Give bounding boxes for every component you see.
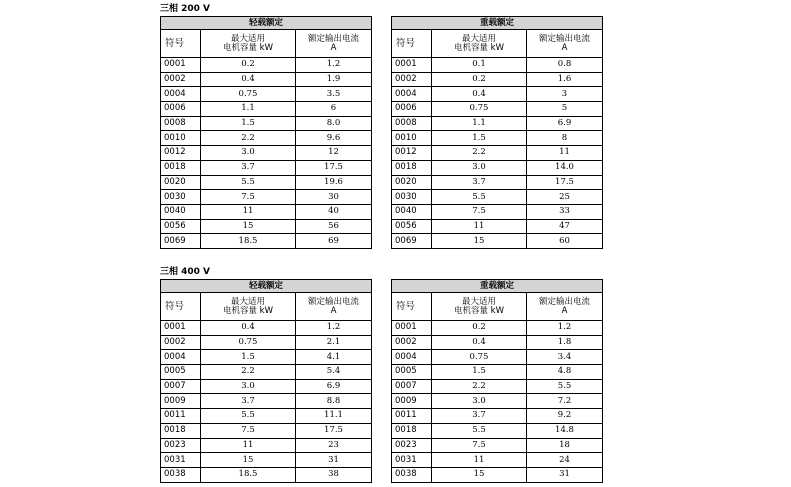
col-power-header (432, 293, 527, 321)
table-400v-light (160, 279, 372, 483)
cell-code: 0007 (392, 379, 432, 394)
cell-code: 0008 (161, 116, 201, 131)
cell-code: 0018 (161, 423, 201, 438)
cell-power: 15 (201, 219, 296, 234)
cell-power: 15 (432, 467, 527, 482)
cell-current: 69 (296, 234, 372, 249)
cell-code: 0011 (392, 409, 432, 424)
cell-power: 2.2 (201, 365, 296, 380)
cell-power: 0.75 (201, 335, 296, 350)
table-row (161, 438, 372, 453)
cell-current: 18 (527, 438, 603, 453)
table-row (392, 190, 603, 205)
cell-code: 0005 (161, 365, 201, 380)
cell-current: 2.1 (296, 335, 372, 350)
table-header: 重载额定 (392, 17, 603, 30)
cell-power: 0.4 (432, 335, 527, 350)
cell-power: 0.1 (432, 58, 527, 73)
cell-current: 5 (527, 102, 603, 117)
table-header: 轻载额定 (161, 17, 372, 30)
cell-power: 11 (201, 438, 296, 453)
table-row (161, 394, 372, 409)
table-row (161, 467, 372, 482)
col-current-line2: A (561, 305, 568, 316)
table-row (161, 335, 372, 350)
table-row (392, 234, 603, 249)
cell-power: 0.4 (201, 321, 296, 336)
col-power-header (201, 30, 296, 58)
cell-power: 3.0 (201, 146, 296, 161)
table-row (392, 131, 603, 146)
col-current-header (527, 293, 603, 321)
cell-current: 9.2 (527, 409, 603, 424)
cell-code: 0018 (392, 423, 432, 438)
cell-current: 1.2 (296, 58, 372, 73)
cell-power: 3.7 (432, 175, 527, 190)
table-row (161, 423, 372, 438)
cell-current: 8 (527, 131, 603, 146)
cell-code: 0001 (392, 58, 432, 73)
table-row (392, 102, 603, 117)
col-power-header (432, 30, 527, 58)
cell-power: 0.2 (201, 58, 296, 73)
col-power-header (201, 293, 296, 321)
cell-code: 0030 (161, 190, 201, 205)
cell-code: 0010 (161, 131, 201, 146)
table-row (161, 190, 372, 205)
cell-power: 3.0 (201, 379, 296, 394)
cell-current: 24 (527, 453, 603, 468)
cell-code: 0018 (161, 160, 201, 175)
cell-power: 0.75 (432, 350, 527, 365)
col-current-header (527, 30, 603, 58)
cell-power: 0.4 (201, 72, 296, 87)
cell-code: 0002 (161, 72, 201, 87)
cell-power: 18.5 (201, 467, 296, 482)
cell-power: 1.5 (432, 365, 527, 380)
cell-code: 0010 (392, 131, 432, 146)
table-row (161, 160, 372, 175)
cell-code: 0038 (392, 467, 432, 482)
cell-code: 0006 (392, 102, 432, 117)
table-row (392, 394, 603, 409)
cell-power: 5.5 (201, 409, 296, 424)
col-current-line2: A (330, 42, 337, 53)
cell-code: 0031 (161, 453, 201, 468)
cell-code: 0012 (161, 146, 201, 161)
cell-code: 0069 (392, 234, 432, 249)
table-row (392, 438, 603, 453)
cell-code: 0009 (161, 394, 201, 409)
col-current-line2: A (561, 42, 568, 53)
cell-power: 11 (201, 204, 296, 219)
table-200v-heavy (391, 16, 603, 249)
cell-power: 1.5 (201, 350, 296, 365)
table-row (392, 116, 603, 131)
table-row (392, 409, 603, 424)
table-row (392, 467, 603, 482)
section-title-200v: 三相 200 V (160, 4, 211, 14)
table-row (392, 219, 603, 234)
cell-power: 5.5 (201, 175, 296, 190)
cell-power: 7.5 (432, 438, 527, 453)
col-current-line1: 额定输出电流 (538, 296, 590, 307)
table-row (161, 234, 372, 249)
table-row (161, 204, 372, 219)
cell-code: 0018 (392, 160, 432, 175)
table-200v-light (160, 16, 372, 249)
col-current-header (296, 30, 372, 58)
cell-power: 3.7 (201, 394, 296, 409)
cell-current: 3.4 (527, 350, 603, 365)
cell-current: 19.6 (296, 175, 372, 190)
cell-code: 0007 (161, 379, 201, 394)
table-row (161, 453, 372, 468)
cell-current: 9.6 (296, 131, 372, 146)
cell-current: 47 (527, 219, 603, 234)
cell-current: 6.9 (527, 116, 603, 131)
cell-power: 1.1 (201, 102, 296, 117)
cell-current: 17.5 (296, 160, 372, 175)
cell-current: 4.1 (296, 350, 372, 365)
table-row (161, 365, 372, 380)
col-code-header: 符号 (161, 293, 201, 321)
cell-current: 11 (527, 146, 603, 161)
cell-power: 0.75 (201, 87, 296, 102)
cell-current: 6 (296, 102, 372, 117)
cell-code: 0008 (392, 116, 432, 131)
cell-code: 0040 (392, 204, 432, 219)
cell-power: 2.2 (432, 146, 527, 161)
col-current-line1: 额定输出电流 (307, 296, 359, 307)
cell-current: 4.8 (527, 365, 603, 380)
cell-power: 5.5 (432, 423, 527, 438)
table-row (392, 146, 603, 161)
cell-code: 0020 (392, 175, 432, 190)
cell-power: 1.5 (432, 131, 527, 146)
cell-power: 7.5 (201, 423, 296, 438)
table-row (392, 379, 603, 394)
cell-power: 0.75 (432, 102, 527, 117)
cell-code: 0023 (161, 438, 201, 453)
table-header: 重载额定 (392, 280, 603, 293)
table-row (161, 87, 372, 102)
cell-current: 1.2 (527, 321, 603, 336)
cell-current: 8.0 (296, 116, 372, 131)
cell-code: 0011 (161, 409, 201, 424)
cell-power: 5.5 (432, 190, 527, 205)
table-row (392, 87, 603, 102)
cell-code: 0020 (161, 175, 201, 190)
table-row (161, 102, 372, 117)
cell-power: 3.0 (432, 160, 527, 175)
cell-current: 1.8 (527, 335, 603, 350)
cell-current: 38 (296, 467, 372, 482)
cell-current: 1.2 (296, 321, 372, 336)
cell-power: 18.5 (201, 234, 296, 249)
table-row (161, 131, 372, 146)
cell-power: 11 (432, 453, 527, 468)
cell-current: 1.9 (296, 72, 372, 87)
cell-code: 0040 (161, 204, 201, 219)
cell-current: 8.8 (296, 394, 372, 409)
cell-code: 0004 (161, 87, 201, 102)
table-row (392, 160, 603, 175)
cell-current: 3.5 (296, 87, 372, 102)
table-header: 轻载额定 (161, 280, 372, 293)
cell-code: 0002 (392, 72, 432, 87)
table-row (392, 365, 603, 380)
cell-current: 1.6 (527, 72, 603, 87)
cell-current: 12 (296, 146, 372, 161)
cell-code: 0004 (392, 350, 432, 365)
table-row (161, 219, 372, 234)
cell-power: 15 (201, 453, 296, 468)
cell-power: 2.2 (201, 131, 296, 146)
cell-code: 0009 (392, 394, 432, 409)
cell-current: 17.5 (296, 423, 372, 438)
cell-current: 11.1 (296, 409, 372, 424)
table-row (161, 350, 372, 365)
col-code-header: 符号 (392, 293, 432, 321)
cell-power: 1.1 (432, 116, 527, 131)
cell-power: 3.7 (201, 160, 296, 175)
col-current-line2: A (330, 305, 337, 316)
cell-current: 7.2 (527, 394, 603, 409)
cell-current: 5.4 (296, 365, 372, 380)
cell-code: 0006 (161, 102, 201, 117)
cell-code: 0023 (392, 438, 432, 453)
cell-code: 0004 (392, 87, 432, 102)
col-current-line1: 额定输出电流 (538, 33, 590, 44)
cell-code: 0004 (161, 350, 201, 365)
cell-power: 7.5 (201, 190, 296, 205)
col-power-line2: 电机容量 kW (222, 42, 274, 53)
section-title-400v: 三相 400 V (160, 267, 211, 277)
table-row (161, 321, 372, 336)
cell-current: 25 (527, 190, 603, 205)
col-power-line2: 电机容量 kW (453, 42, 505, 53)
table-row (392, 423, 603, 438)
table-row (392, 453, 603, 468)
col-power-line1: 最大适用 (230, 33, 265, 44)
cell-power: 3.0 (432, 394, 527, 409)
cell-current: 23 (296, 438, 372, 453)
cell-code: 0002 (161, 335, 201, 350)
cell-code: 0002 (392, 335, 432, 350)
cell-current: 60 (527, 234, 603, 249)
table-row (161, 379, 372, 394)
col-current-line1: 额定输出电流 (307, 33, 359, 44)
cell-code: 0038 (161, 467, 201, 482)
cell-code: 0030 (392, 190, 432, 205)
col-power-line1: 最大适用 (461, 296, 496, 307)
cell-current: 3 (527, 87, 603, 102)
cell-code: 0001 (161, 321, 201, 336)
cell-code: 0056 (161, 219, 201, 234)
cell-current: 33 (527, 204, 603, 219)
table-row (392, 350, 603, 365)
cell-code: 0012 (392, 146, 432, 161)
col-code-header: 符号 (392, 30, 432, 58)
cell-current: 6.9 (296, 379, 372, 394)
table-row (392, 72, 603, 87)
cell-power: 1.5 (201, 116, 296, 131)
cell-current: 30 (296, 190, 372, 205)
cell-current: 31 (527, 467, 603, 482)
cell-current: 14.8 (527, 423, 603, 438)
col-power-line1: 最大适用 (461, 33, 496, 44)
table-row (392, 321, 603, 336)
table-row (161, 58, 372, 73)
table-row (161, 175, 372, 190)
cell-current: 31 (296, 453, 372, 468)
cell-current: 14.0 (527, 160, 603, 175)
table-row (392, 335, 603, 350)
table-row (161, 72, 372, 87)
table-row (392, 175, 603, 190)
table-row (392, 58, 603, 73)
cell-current: 5.5 (527, 379, 603, 394)
cell-power: 0.4 (432, 87, 527, 102)
cell-power: 0.2 (432, 72, 527, 87)
cell-power: 3.7 (432, 409, 527, 424)
table-400v-heavy (391, 279, 603, 483)
cell-power: 15 (432, 234, 527, 249)
col-power-line2: 电机容量 kW (453, 305, 505, 316)
cell-code: 0001 (161, 58, 201, 73)
cell-current: 40 (296, 204, 372, 219)
col-code-header: 符号 (161, 30, 201, 58)
cell-current: 17.5 (527, 175, 603, 190)
cell-power: 2.2 (432, 379, 527, 394)
cell-current: 56 (296, 219, 372, 234)
table-row (161, 409, 372, 424)
cell-code: 0031 (392, 453, 432, 468)
table-row (161, 116, 372, 131)
cell-power: 7.5 (432, 204, 527, 219)
cell-code: 0056 (392, 219, 432, 234)
cell-code: 0069 (161, 234, 201, 249)
col-power-line2: 电机容量 kW (222, 305, 274, 316)
col-current-header (296, 293, 372, 321)
col-power-line1: 最大适用 (230, 296, 265, 307)
cell-code: 0001 (392, 321, 432, 336)
cell-power: 11 (432, 219, 527, 234)
cell-code: 0005 (392, 365, 432, 380)
table-row (161, 146, 372, 161)
cell-power: 0.2 (432, 321, 527, 336)
cell-current: 0.8 (527, 58, 603, 73)
table-row (392, 204, 603, 219)
